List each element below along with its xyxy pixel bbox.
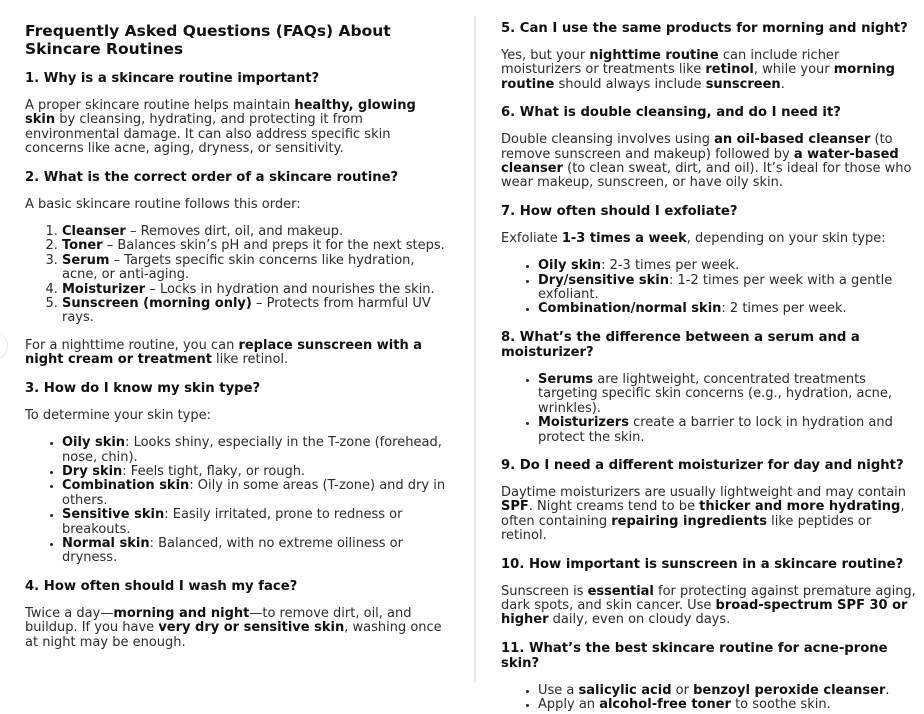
text-run: For a nighttime routine, you can bbox=[25, 337, 239, 353]
list-item bbox=[538, 259, 921, 273]
bold-text: salicylic acid bbox=[578, 682, 672, 698]
faq-section-9 bbox=[501, 458, 921, 544]
text-run: , depending on your skin type: bbox=[686, 230, 886, 246]
faq-intro bbox=[501, 232, 921, 246]
side-panel-handle[interactable] bbox=[0, 333, 8, 359]
list-item-description: : Looks shiny, especially in the T-zone (forehead, nose, chin). bbox=[62, 435, 442, 465]
text-run: Twice a day— bbox=[25, 605, 114, 621]
exfoliation-list bbox=[501, 259, 921, 317]
bold-text: healthy, glowing skin bbox=[25, 98, 416, 128]
list-item-term: Moisturizer bbox=[62, 281, 146, 297]
faq-section-6 bbox=[501, 105, 921, 191]
bold-text: very dry or sensitive skin bbox=[158, 620, 345, 636]
list-item bbox=[538, 416, 921, 445]
text-run: or bbox=[671, 682, 694, 698]
text-run: Apply an bbox=[538, 697, 600, 713]
acne-routine-list bbox=[501, 684, 921, 713]
list-item-description: : Oily in some areas (T-zone) and dry in others. bbox=[62, 478, 446, 508]
list-item bbox=[62, 239, 450, 253]
list-item-description: – Locks in hydration and nourishes the skin. bbox=[145, 281, 435, 297]
faq-column-left bbox=[25, 0, 450, 694]
faq-section-10 bbox=[501, 557, 921, 628]
list-item-description: create a barrier to lock in hydration and protect the skin. bbox=[538, 415, 893, 445]
text-run: A proper skincare routine helps maintain bbox=[25, 98, 295, 113]
faq-question: 2. What is the correct order of a skincare routine? bbox=[25, 169, 399, 185]
text-run: Exfoliate bbox=[501, 230, 562, 246]
faq-answer bbox=[25, 99, 450, 157]
serum-vs-moisturizer-list bbox=[501, 373, 921, 445]
bold-text: repairing ingredients bbox=[611, 513, 768, 529]
faq-question: 5. Can I use the same products for morning and night? bbox=[501, 21, 908, 36]
list-item bbox=[538, 373, 921, 416]
list-item-term: Sunscreen (morning only) bbox=[62, 296, 252, 312]
text-run: to soothe skin. bbox=[730, 697, 831, 713]
list-item-description: are lightweight, concentrated treatments targeting specific skin concerns (e.g., hydration, acne, wrinkles). bbox=[538, 371, 893, 416]
text-run: (to clean sweat, dirt, and oil). It’s ideal for those who wear makeup, sunscreen, or have oily skin. bbox=[501, 161, 912, 191]
routine-steps-list bbox=[25, 225, 450, 326]
list-item-term: Combination/normal skin bbox=[538, 301, 722, 317]
list-item bbox=[538, 274, 921, 303]
list-item bbox=[62, 508, 450, 537]
bold-text: an oil-based cleanser bbox=[714, 132, 871, 148]
text-run: like retinol. bbox=[211, 352, 289, 368]
list-item-term: Dry/sensitive skin bbox=[538, 272, 670, 288]
text-run: Daytime moisturizers are usually lightweight and may contain bbox=[501, 484, 907, 500]
bold-text: morning routine bbox=[501, 62, 895, 92]
bold-text: retinol bbox=[705, 62, 754, 78]
text-run: Use a bbox=[538, 682, 579, 698]
faq-section-3 bbox=[25, 381, 450, 566]
list-item-description: – Balances skin’s pH and preps it for the next steps. bbox=[102, 238, 445, 254]
skin-types-list bbox=[25, 436, 450, 566]
faq-question: 1. Why is a skincare routine important? bbox=[25, 71, 320, 86]
list-item-term: Oily skin bbox=[538, 258, 602, 274]
faq-section-5 bbox=[501, 21, 921, 92]
bold-text: SPF bbox=[501, 499, 529, 515]
list-item bbox=[62, 479, 450, 508]
faq-section-7 bbox=[501, 204, 921, 317]
faq-answer bbox=[501, 585, 921, 628]
text-run: . bbox=[780, 76, 785, 92]
faq-answer bbox=[501, 486, 921, 544]
list-item-description: – Removes dirt, oil, and makeup. bbox=[125, 224, 344, 240]
text-run: Yes, but your bbox=[501, 48, 590, 63]
faq-section-2 bbox=[25, 170, 450, 368]
list-item bbox=[538, 302, 921, 316]
list-item-term: Toner bbox=[62, 238, 103, 254]
faq-column-right bbox=[501, 0, 921, 713]
list-item-description: : Balanced, with no extreme oiliness or dryness. bbox=[62, 535, 403, 566]
faq-section-4 bbox=[25, 579, 450, 650]
faq-section-11 bbox=[501, 641, 921, 713]
text-run: . bbox=[885, 682, 890, 698]
text-run: can include richer moisturizers or treatments like bbox=[501, 48, 840, 78]
text-run: . Night creams tend to be bbox=[528, 499, 700, 515]
list-item bbox=[62, 537, 450, 566]
list-item bbox=[62, 465, 450, 479]
list-item bbox=[62, 283, 450, 297]
faq-question: 6. What is double cleansing, and do I need it? bbox=[501, 105, 841, 121]
bold-text: nighttime routine bbox=[589, 48, 719, 63]
list-item-description: : Easily irritated, prone to redness or breakouts. bbox=[62, 507, 403, 537]
faq-answer bbox=[501, 133, 921, 191]
faq-question: 10. How important is sunscreen in a skincare routine? bbox=[501, 556, 904, 572]
list-item-term: Serums bbox=[538, 371, 594, 387]
list-item-term: Serum bbox=[62, 252, 110, 268]
list-item-description: – Protects from harmful UV rays. bbox=[62, 296, 431, 326]
list-item-term: Normal skin bbox=[62, 535, 150, 551]
bold-text: essential bbox=[587, 583, 654, 599]
text-run: like peptides or retinol. bbox=[501, 513, 872, 544]
list-item-term: Combination skin bbox=[62, 478, 190, 494]
list-item-description: : 2-3 times per week. bbox=[601, 258, 740, 274]
faq-answer bbox=[25, 607, 450, 650]
faq-intro: A basic skincare routine follows this order: bbox=[25, 196, 301, 212]
text-run: should always include bbox=[554, 76, 706, 92]
list-item bbox=[62, 297, 450, 326]
text-run: , washing once at night may be enough. bbox=[25, 620, 442, 650]
text-run: Sunscreen is bbox=[501, 583, 588, 599]
text-run: , often containing bbox=[501, 499, 905, 529]
list-item-description: : 1-2 times per week with a gentle exfoliant. bbox=[538, 272, 893, 303]
text-run: —to remove dirt, oil, and buildup. If you have bbox=[25, 605, 412, 636]
list-item bbox=[62, 436, 450, 465]
list-item-term: Sensitive skin bbox=[62, 507, 165, 523]
text-run: for protecting against premature aging, dark spots, and skin cancer. Use bbox=[501, 583, 916, 613]
faq-question: 7. How often should I exfoliate? bbox=[501, 203, 738, 219]
bold-text: a water-based cleanser bbox=[501, 146, 899, 177]
bold-text: benzoyl peroxide cleanser bbox=[693, 682, 886, 698]
column-divider bbox=[474, 16, 476, 682]
list-item bbox=[62, 225, 450, 239]
text-run: by cleansing, hydrating, and protecting it from environmental damage. It can also address specific skin concerns like acne, aging, dryness, or sensitivity. bbox=[25, 112, 391, 157]
list-item-description: : 2 times per week. bbox=[721, 301, 847, 317]
list-item-term: Cleanser bbox=[62, 224, 126, 240]
text-run: Double cleansing involves using bbox=[501, 132, 715, 148]
faq-section-1 bbox=[25, 71, 450, 157]
bold-text: alcohol-free toner bbox=[599, 697, 731, 713]
faq-question: 8. What’s the difference between a serum and a moisturizer? bbox=[501, 329, 860, 360]
faq-intro: To determine your skin type: bbox=[25, 407, 211, 423]
list-item bbox=[538, 698, 921, 712]
list-item-term: Moisturizers bbox=[538, 415, 629, 431]
page-title: Frequently Asked Questions (FAQs) About Skincare Routines bbox=[25, 22, 391, 58]
faq-question: 9. Do I need a different moisturizer for day and night? bbox=[501, 457, 904, 473]
list-item-description: – Targets specific skin concerns like hydration, acne, or anti-aging. bbox=[62, 252, 415, 283]
bold-text: broad-spectrum SPF 30 or higher bbox=[501, 597, 908, 628]
faq-question: 11. What’s the best skincare routine for acne-prone skin? bbox=[501, 640, 888, 671]
faq-question: 3. How do I know my skin type? bbox=[25, 380, 261, 396]
list-item-term: Oily skin bbox=[62, 435, 126, 451]
faq-section-8 bbox=[501, 330, 921, 445]
list-item bbox=[62, 254, 450, 283]
list-item bbox=[538, 684, 921, 698]
text-run: (to remove sunscreen and makeup) followed by bbox=[501, 132, 893, 162]
text-run: daily, even on cloudy days. bbox=[548, 612, 731, 628]
text-run: , while your bbox=[753, 62, 834, 78]
list-item-description: : Feels tight, flaky, or rough. bbox=[122, 463, 306, 479]
list-item-term: Dry skin bbox=[62, 463, 123, 479]
faq-note bbox=[25, 339, 450, 368]
bold-text: replace sunscreen with a night cream or treatment bbox=[25, 337, 423, 368]
bold-text: 1-3 times a week bbox=[561, 230, 687, 246]
faq-question: 4. How often should I wash my face? bbox=[25, 578, 298, 594]
faq-answer bbox=[501, 49, 921, 92]
bold-text: thicker and more hydrating bbox=[699, 499, 901, 515]
bold-text: morning and night bbox=[113, 605, 250, 621]
bold-text: sunscreen bbox=[705, 76, 781, 92]
